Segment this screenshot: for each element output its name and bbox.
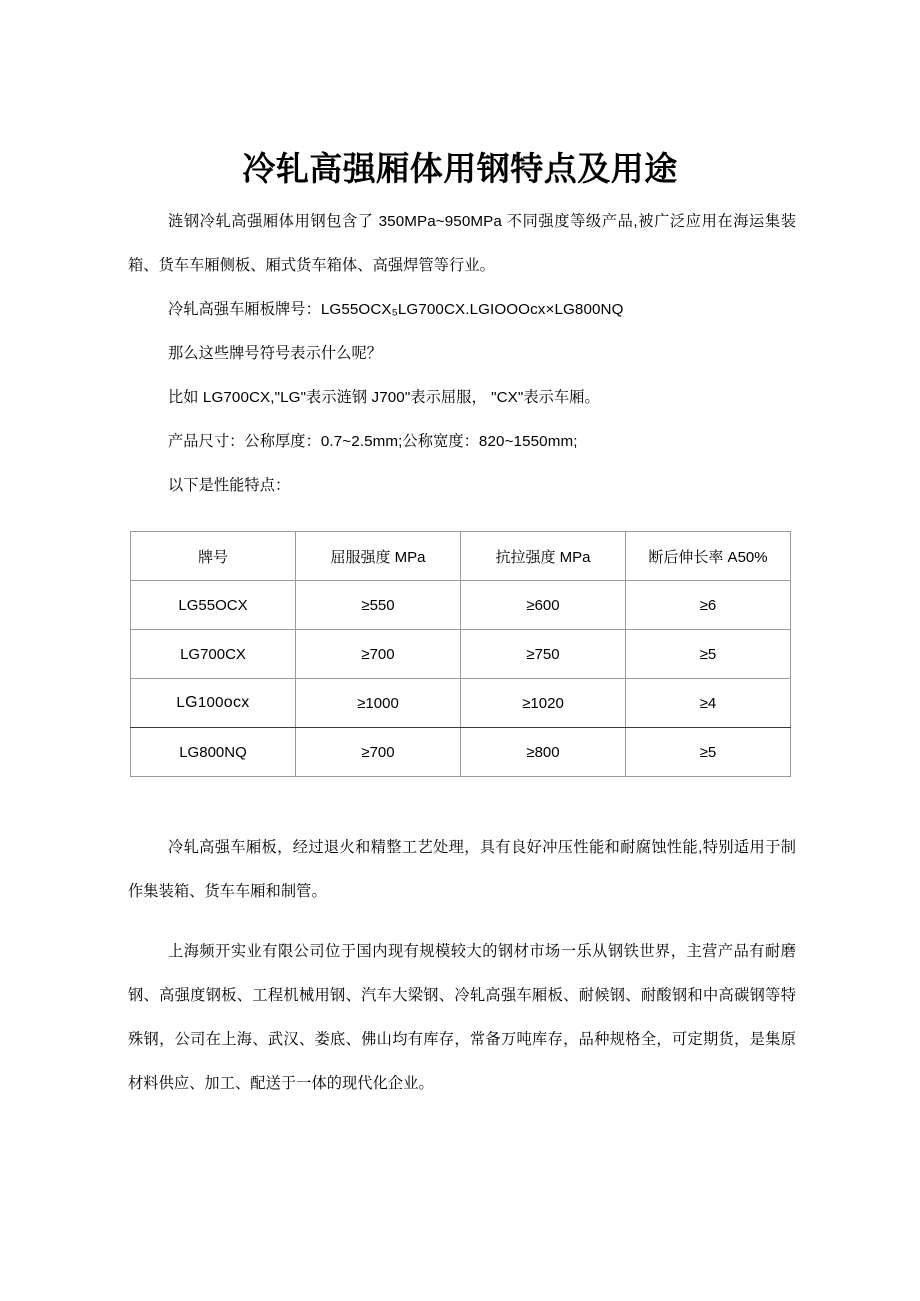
intro-paragraph-6: 以下是性能特点：: [168, 477, 291, 494]
outro-section-first: [128, 826, 796, 914]
table-header-grade: 牌号: [131, 532, 296, 581]
outro-paragraph-2: 上海频开实业有限公司位于国内现有规模较大的钢材市场一乐从钢铁世界，主营产品有耐磨钢、高强度钢板、工程机械用钢、汽车大梁钢、冷轧高强车厢板、耐候钢、耐酸钢和中高碳钢等特殊钢，公司在上海、武汉、娄底、佛山均有库存，常备万吨库存，品种规格全，可定期货，是集原材料供应、加工、配送于一体的现代化企业。: [128, 943, 796, 1092]
cell-tensile-strength: ≥600: [461, 581, 626, 630]
grade-letter-l: L: [176, 694, 186, 711]
table-row: [131, 679, 791, 728]
cell-grade: LG700CX: [131, 630, 296, 679]
intro-paragraph-1: 涟钢冷轧高强厢体用钢包含了 350MPa~950MPa 不同强度等级产品,被广泛应用在海运集装箱、货车车厢侧板、厢式货车箱体、高强焊管等行业。: [128, 213, 796, 274]
grade-number: 100: [197, 694, 224, 711]
outro-section-second: [128, 930, 796, 1106]
table-header-elongation: 断后伸长率 A50%: [626, 532, 791, 581]
cell-grade: LG800NQ: [131, 728, 296, 777]
intro-paragraph-5: 产品尺寸：公称厚度：0.7~2.5mm;公称宽度：820~1550mm;: [168, 433, 578, 450]
performance-table: [130, 531, 791, 777]
cell-tensile-strength: ≥750: [461, 630, 626, 679]
cell-elongation: ≥4: [626, 679, 791, 728]
cell-yield-strength: ≥700: [296, 728, 461, 777]
cell-grade: [131, 679, 296, 728]
cell-elongation: ≥5: [626, 630, 791, 679]
page-title: 冷轧高强厢体用钢特点及用途: [242, 150, 678, 188]
cell-yield-strength: ≥700: [296, 630, 461, 679]
table-row: [131, 581, 791, 630]
intro-section: [128, 200, 796, 508]
cell-grade: LG55OCX: [131, 581, 296, 630]
table-header-yield: 屈服强度 MPa: [296, 532, 461, 581]
cell-yield-strength: ≥550: [296, 581, 461, 630]
intro-paragraph-4: 比如 LG700CX,"LG"表示涟钢 J700"表示屈服， "CX"表示车厢。: [168, 389, 600, 406]
cell-tensile-strength: ≥1020: [461, 679, 626, 728]
table-row: [131, 728, 791, 777]
outro-paragraph-1: 冷轧高强车厢板，经过退火和精整工艺处理，具有良好冲压性能和耐腐蚀性能,特别适用于制作集装箱、货车车厢和制管。: [128, 839, 796, 900]
cell-tensile-strength: ≥800: [461, 728, 626, 777]
table-header-tensile: 抗拉强度 MPa: [461, 532, 626, 581]
table-header-row: [131, 532, 791, 581]
cell-elongation: ≥6: [626, 581, 791, 630]
intro-paragraph-2: 冷轧高强车厢板牌号：LG55OCX₅LG700CX.LGIOOOcx×LG800NQ: [168, 301, 624, 318]
cell-elongation: ≥5: [626, 728, 791, 777]
cell-yield-strength: ≥1000: [296, 679, 461, 728]
table-row: [131, 630, 791, 679]
intro-paragraph-3: 那么这些牌号符号表示什么呢？: [168, 345, 383, 362]
grade-suffix: ocx: [223, 694, 250, 711]
grade-letter-g: G: [185, 694, 198, 711]
